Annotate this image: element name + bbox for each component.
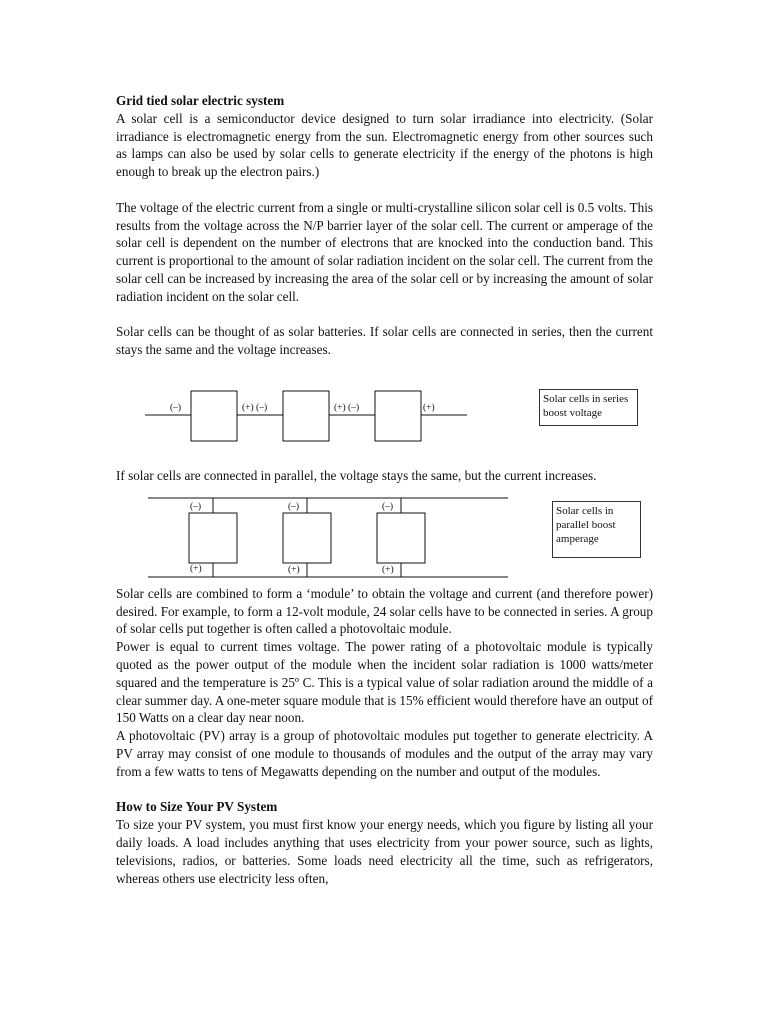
paragraph-solar-cell-intro: A solar cell is a semiconductor device designed to turn solar irradiance into electricity. (Solar irradiance is electromagnetic energy from the sun. Electromagnetic energy from other sources such as lamps can also be used by solar cells to generate electricity if the energy of the photons is high enough to break up the electron pairs.) (116, 110, 653, 180)
parallel-cell-2 (283, 513, 331, 563)
series-diagram (116, 359, 653, 467)
page-title: Grid tied solar electric system (116, 93, 285, 108)
paragraph-parallel: If solar cells are connected in parallel, the voltage stays the same, but the current increases. (116, 467, 597, 483)
paragraph-module: Solar cells are combined to form a ‘module’ to obtain the voltage and current (and therefore power) desired. For example, to form a 12-volt module, 24 solar cells have to be connected in series. A group of solar cells put together is often called a photovoltaic module. (116, 585, 653, 637)
paragraph-array: A photovoltaic (PV) array is a group of photovoltaic modules put together to generate electricity. A PV array may consist of one module to thousands of modules and the output of the array may vary from a few watts to tens of Megawatts depending on the number and output of the modules. (116, 728, 653, 779)
paragraph-voltage: The voltage of the electric current from a single or multi-crystalline silicon solar cell is 0.5 volts. This results from the voltage across the N/P barrier layer of the solar cell. The current or amperage of the solar cell is dependent on the number of electrons that are knocked into the conduction band. This current is proportional to the amount of solar radiation incident on the solar cell. The current from the solar cell can be increased by increasing the area of the solar cell or by increasing the amount of solar radiation incident on the solar cell. (116, 199, 653, 304)
paragraph-series: Solar cells can be thought of as solar batteries. If solar cells are connected in series, then the current stays the same and the voltage increases. (116, 324, 653, 358)
section-heading-sizing: How to Size Your PV System (116, 799, 278, 815)
series-note: Solar cells in series boost voltage (539, 389, 638, 426)
parallel-bottom-label-1: (+) (190, 563, 202, 574)
series-cell-3 (375, 391, 421, 441)
parallel-diagram (116, 485, 653, 585)
series-label-4: (+) (423, 402, 435, 413)
parallel-cell-3 (377, 513, 425, 563)
parallel-top-label-3: (–) (382, 501, 394, 512)
series-label-1: (–) (170, 402, 182, 413)
parallel-bottom-label-3: (+) (382, 564, 394, 575)
parallel-top-label-1: (–) (190, 501, 202, 512)
parallel-cell-1 (189, 513, 237, 563)
parallel-note: Solar cells in parallel boost amperage (552, 501, 641, 558)
parallel-bottom-label-2: (+) (288, 564, 300, 575)
parallel-top-label-2: (–) (288, 501, 300, 512)
series-label-3: (+) (–) (334, 402, 360, 413)
paragraph-sizing: To size your PV system, you must first know your energy needs, which you figure by listing all your daily loads. A load includes anything that uses electricity from your power source, such as lights, televisions, radios, or batteries. Some loads need electricity all the time, such as refrigerators, whereas others use electricity less often, (116, 817, 653, 886)
series-label-2: (+) (–) (242, 402, 268, 413)
series-cell-1 (191, 391, 237, 441)
series-cell-2 (283, 391, 329, 441)
paragraph-power: Power is equal to current times voltage. The power rating of a photovoltaic module is typically quoted as the power output of the module when the incident solar radiation is 1000 watts/meter squared and the temperature is 25º C. This is a typical value of solar radiation around the middle of a clear summer day. A one-meter square module that is 15% efficient would therefore have an output of 150 Watts on a clear day near noon. (116, 639, 653, 726)
document-page (116, 92, 653, 887)
